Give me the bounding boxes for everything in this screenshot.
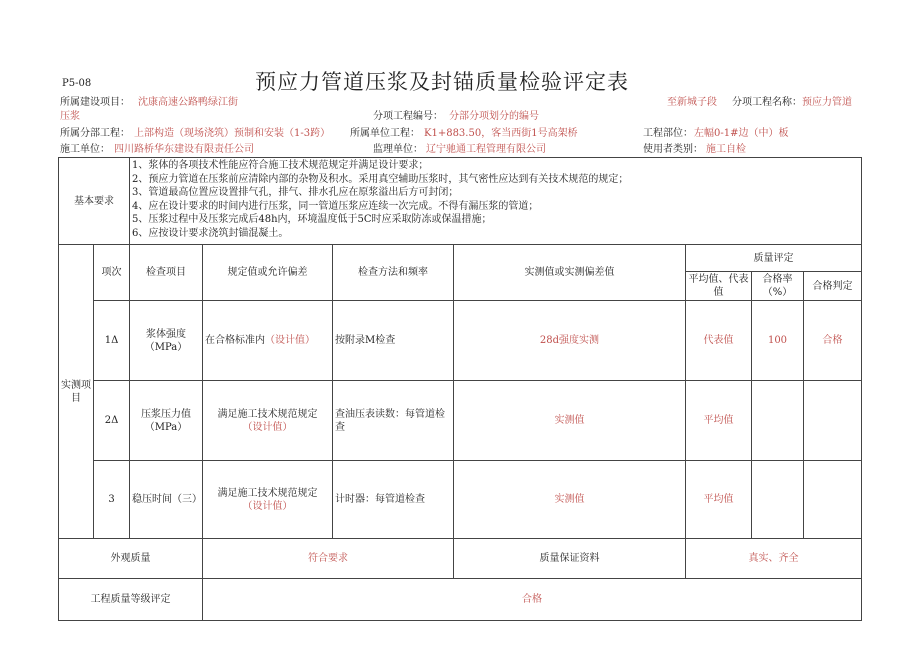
- row-2-spec: 满足施工技术规范规定 （设计值）: [203, 381, 333, 461]
- row-1-no: 1Δ: [94, 301, 130, 381]
- sub-item-no-value: 分部分项划分的编号: [449, 111, 539, 122]
- row-2-method: 查油压表读数：每管道检查: [333, 381, 454, 461]
- grade-value: 合格: [203, 579, 862, 621]
- row-2-avg: 平均值: [686, 381, 752, 461]
- basic-requirements-label: 基本要求: [59, 158, 130, 245]
- row-2-no: 2Δ: [94, 381, 130, 461]
- row-2-actual: 实测值: [454, 381, 686, 461]
- basic-requirements-text: [130, 158, 862, 245]
- row-3-actual: 实测值: [454, 461, 686, 539]
- project-label: 所属建设项目：: [60, 97, 130, 108]
- row-2-item: 压浆压力值（MPa）: [130, 381, 203, 461]
- header-spec: 规定值或允许偏差: [203, 245, 333, 301]
- user-type-value: 施工自检: [706, 144, 746, 155]
- row-2-rate: [752, 381, 804, 461]
- row-1-judge: 合格: [804, 301, 862, 381]
- row-1-actual: 28d强度实测: [454, 301, 686, 381]
- requirement-item: 6、应按设计要求浇筑封锚混凝土。: [132, 227, 289, 239]
- project-value-c: 压浆: [60, 111, 80, 122]
- location-value: 左幅0-1#边（中）板: [694, 128, 789, 139]
- header-check-item: 检查项目: [130, 245, 203, 301]
- row-3-spec: 满足施工技术规范规定 （设计值）: [203, 461, 333, 539]
- contractor-label: 施工单位：: [60, 144, 110, 155]
- division-label: 所属分部工程：: [60, 128, 130, 139]
- row-3-rate: [752, 461, 804, 539]
- row-1-spec: 在合格标准内（设计值）: [203, 301, 333, 381]
- appearance-value: 符合要求: [203, 539, 454, 579]
- header-method: 检查方法和频率: [333, 245, 454, 301]
- row-3-judge: [804, 461, 862, 539]
- requirement-item: 2、预应力管道在压浆前应清除内部的杂物及积水。采用真空辅助压浆时，其气密性应达到有关技术规范的规定；: [132, 173, 629, 185]
- requirement-item: 5、压浆过程中及压浆完成后48h内，环境温度低于5C时应采取防冻或保温措施；: [132, 214, 492, 225]
- row-1-rate: 100: [752, 301, 804, 381]
- user-type-label: 使用者类别：: [643, 144, 703, 155]
- page-title: 预应力管道压浆及封锚质量检验评定表: [255, 70, 629, 94]
- location-label: 工程部位：: [643, 128, 693, 139]
- row-2-judge: [804, 381, 862, 461]
- appearance-label: 外观质量: [59, 539, 203, 579]
- header-pass-rate: 合格率（%）: [752, 272, 804, 301]
- requirement-item: 1、浆体的各项技术性能应符合施工技术规范规定并满足设计要求；: [132, 160, 429, 171]
- unit-label: 所属单位工程：: [350, 128, 420, 139]
- requirement-item: 4、应在设计要求的时间内进行压浆，同一管道压浆应连续一次完成。不得有漏压浆的管道；: [132, 200, 539, 212]
- header-item-no: 项次: [94, 245, 130, 301]
- supervisor-value: 辽宁驰通工程管理有限公司: [426, 144, 546, 155]
- row-1-method: 按附录M检查: [333, 301, 454, 381]
- docs-value: 真实、齐全: [686, 539, 862, 579]
- row-3-avg: 平均值: [686, 461, 752, 539]
- header-judgement: 合格判定: [804, 272, 862, 301]
- contractor-value: 四川路桥华东建设有限责任公司: [114, 144, 254, 155]
- measured-items-label: 实测项目: [59, 245, 94, 539]
- supervisor-label: 监理单位：: [373, 144, 423, 155]
- row-3-item: 稳压时间（三）: [130, 461, 203, 539]
- inspection-table: [58, 157, 862, 621]
- sub-item-name-label: 分项工程名称：: [732, 97, 802, 108]
- header-actual: 实测值或实测偏差值: [454, 245, 686, 301]
- project-value-b: 至新城子段: [667, 97, 717, 108]
- row-1-item: 浆体强度（MPa）: [130, 301, 203, 381]
- sub-item-name-value: 预应力管道: [802, 97, 852, 108]
- form-code: P5-08: [62, 78, 92, 89]
- row-3-no: 3: [94, 461, 130, 539]
- project-value-a: 沈康高速公路鸭绿江街: [138, 97, 238, 108]
- header-quality-eval: 质量评定: [686, 245, 862, 272]
- header-avg: 平均值、代表值: [686, 272, 752, 301]
- requirement-item: 3、管道最高位置应设置排气孔，排气、排水孔应在原浆溢出后方可封闭；: [132, 187, 459, 198]
- grade-label: 工程质量等级评定: [59, 579, 203, 621]
- row-3-method: 计时器：每管道检查: [333, 461, 454, 539]
- division-value: 上部构造（现场浇筑）预制和安装（1-3跨）: [134, 128, 331, 139]
- unit-value: K1+883.50，客当西街1号高架桥: [424, 128, 578, 139]
- row-1-avg: 代表值: [686, 301, 752, 381]
- sub-item-no-label: 分项工程编号：: [373, 111, 443, 122]
- docs-label: 质量保证资料: [454, 539, 686, 579]
